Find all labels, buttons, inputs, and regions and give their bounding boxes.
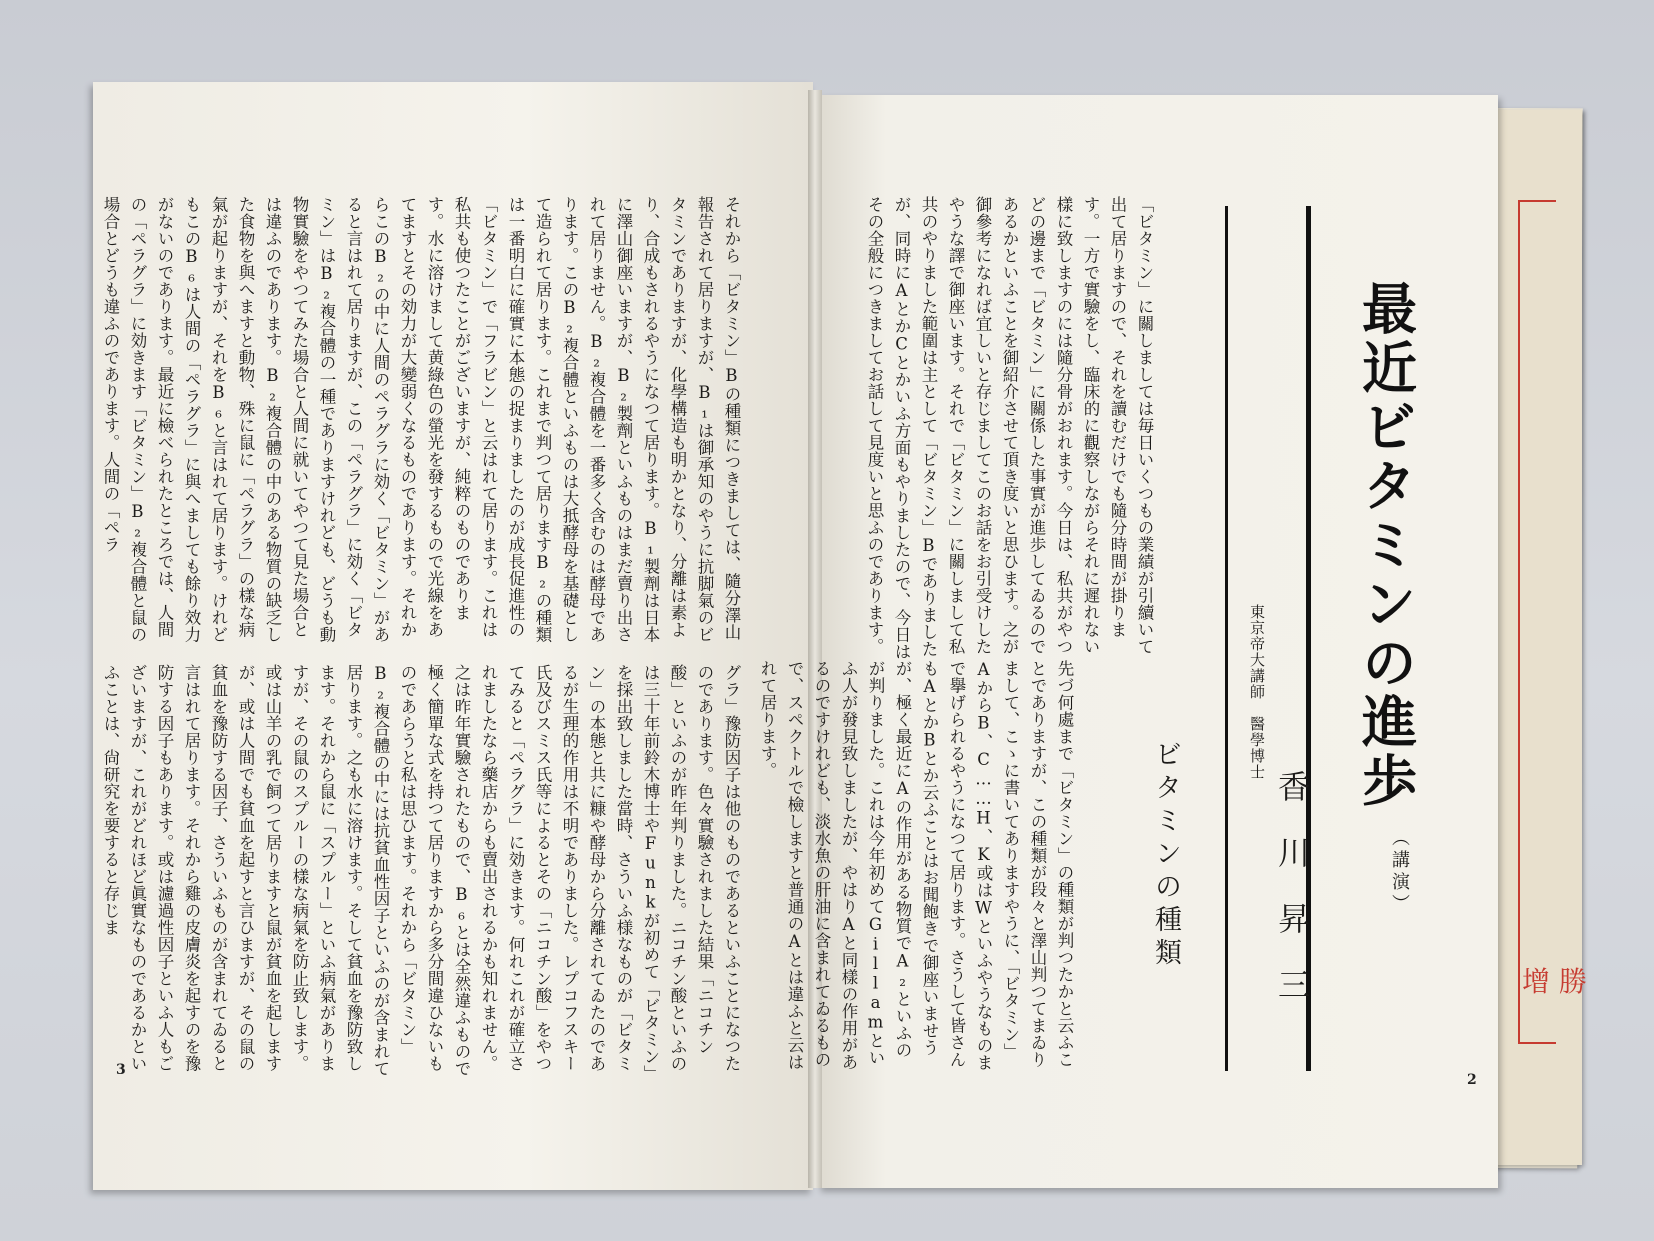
red-glyphs: 增 勝 (1522, 965, 1587, 998)
right-section-text: 先づ何處まで「ビタミン」の種類が判つたかと云ふことでありますが、この種類が段々と澤山判つてまゐりまして、こゝに書いてありますやうに、「ビタミン」AからB、C……H、K或はWといふやうなものまで擧げられるやうになつて居ります。さうして皆さんもAとかBとか云ふことはお聞飽きで御座いませうが、極く最近にAの作用がある物質でA₂といふのが判りました。これは今年初めてGillamといふ人が發見致しましたが、やはりAと同樣の作用があるのですけれども、淡水魚の肝油に含まれてゐるもので、スペクトルで檢しますと普通のAとは違ふと云はれて居ります。 (758, 660, 1074, 1071)
left-lower-text: グラ」豫防因子は他のものであるといふことになつたのであります。色々實驗されました結果「ニコチン酸」といふのが昨年判りました。ニコチン酸といふのは三十年前鈴木博士やFunkが初めて「ビタミン」を採出致しました當時、さういふ様なものが「ビタミン」の本態と共に糠や酵母から分離されてゐたのであるが生理的作用は不明でありました。レプコフスキー氏及びスミス氏等によるとその「ニコチン酸」をやつてみると「ペラグラ」に効きます。何れこれが確立されましたなら藥店からも賣出されるかも知れません。之は昨年實驗されたもので、B₆とは全然違ふもので極く簡單な式を持つて居りますから多分間違ひないものであらうと私は思ひます。それから「ビタミン」B₂複合體の中には抗貧血性因子といふのが含まれて居ります。之も水に溶けます。そして貧血を豫防致します。それから鼠に「スプルー」といふ病氣がありますが、その鼠のスプルーの樣な病氣を防止致します。或は山羊の乳で飼つて居りますと鼠が貧血を起しますが、或は人間でも貧血を起すと言ひますが、その鼠の貧血を豫防する因子、さういふものが含まれてゐると言はれて居ります。それから雞の皮膚炎を起すのを豫防する因子もあります。或は濾過性因子といふ人もございますが、これがどれほど眞實なものであるかといふことは、尙研究を要すると存じま (101, 664, 741, 1077)
section-heading: ビタミンの種類 (1150, 740, 1181, 971)
title-rule-thin (1225, 206, 1228, 1071)
left-upper-text: それから「ビタミン」Bの種類につきましては、隨分澤山報告されて居りますが、B₁は御承知のやうに抗脚氣のビタミンでありますが、化學構造も明かとなり、分離は素より、合成もされるやうになつて居ります。B₁製劑は日本に澤山御座いますが、B₂製劑といふものはまだ賣り出されて居りません。B₂複合體を一番多く含むのは酵母であります。このB₂複合體といふものは大抵酵母を基礎として造られて居ります。これまで判つて居りますB₂の種類は一番明白に確實に本態の捉まりましたのが成長促進性の「ビタミン」で「フラビン」と云はれて居ります。これは私共も使つたことがございますが、純粹のものであります。水に溶けまして黄綠色の螢光を發するもので光線をあてますとその効力が大變弱くなるものであります。それからこのB₂の中に人間のペラグラに効く「ビタミン」があると言はれて居りますが、この「ペラグラ」に効く「ビタミン」はB₂複合體の一種でありますけれども、どうも動物實驗をやつてみた場合と人間に就いてやつて見た場合とは違ふのであります。B₂複合體の中のある物質の缺乏した食物を與へますと動物、殊に鼠に「ペラグラ」の樣な病氣が起りますが、それをB₆と言はれて居ります。けれどもこのB₆は人間の「ペラグラ」に與へましても餘り效力がないのであります。最近に檢べられたところでは、人間の「ペラグラ」に効きます「ビタミン」B₂複合體と鼠の場合とどうも違ふのであります。人間の「ペラ (101, 196, 741, 643)
right-intro-text: 「ビタミン」に關しましては毎日いくつもの業績が引續いて出て居りますので、それを讀むだけでも隨分時間が掛ります。一方で實驗をし、臨床的に觀察しながらそれに遲れない樣に致しますのには隨分骨がおれます。今日は、私共がやつどの邊まで「ビタミン」に關係した事實が進歩してゐるのであるかといふことを御紹介させて頂き度いと思ひます。之が御參考になれば宜しいと存じましてこのお話をお引受けしたやうな譯で御座います。それで「ビタミン」に關しまして私共のやりました範圍は主として「ビタミン」Bでありましたが、同時にAとかCとかいふ方面もやりましたので、今日はその全般につきましてお話して見度いと思ふのであります。 (865, 196, 1154, 660)
author-affiliation: 東京帝大講師 醫學博士 (1248, 604, 1266, 780)
red-frame-border (1518, 200, 1556, 1044)
left-page-number: 3 (116, 1062, 126, 1078)
right-page-number: 2 (1467, 1072, 1477, 1088)
author-name: 香川昇三 (1273, 770, 1311, 1034)
article-subtitle: （講演） (1389, 828, 1410, 916)
article-title: 最近ビタミンの進歩 (1353, 280, 1417, 811)
